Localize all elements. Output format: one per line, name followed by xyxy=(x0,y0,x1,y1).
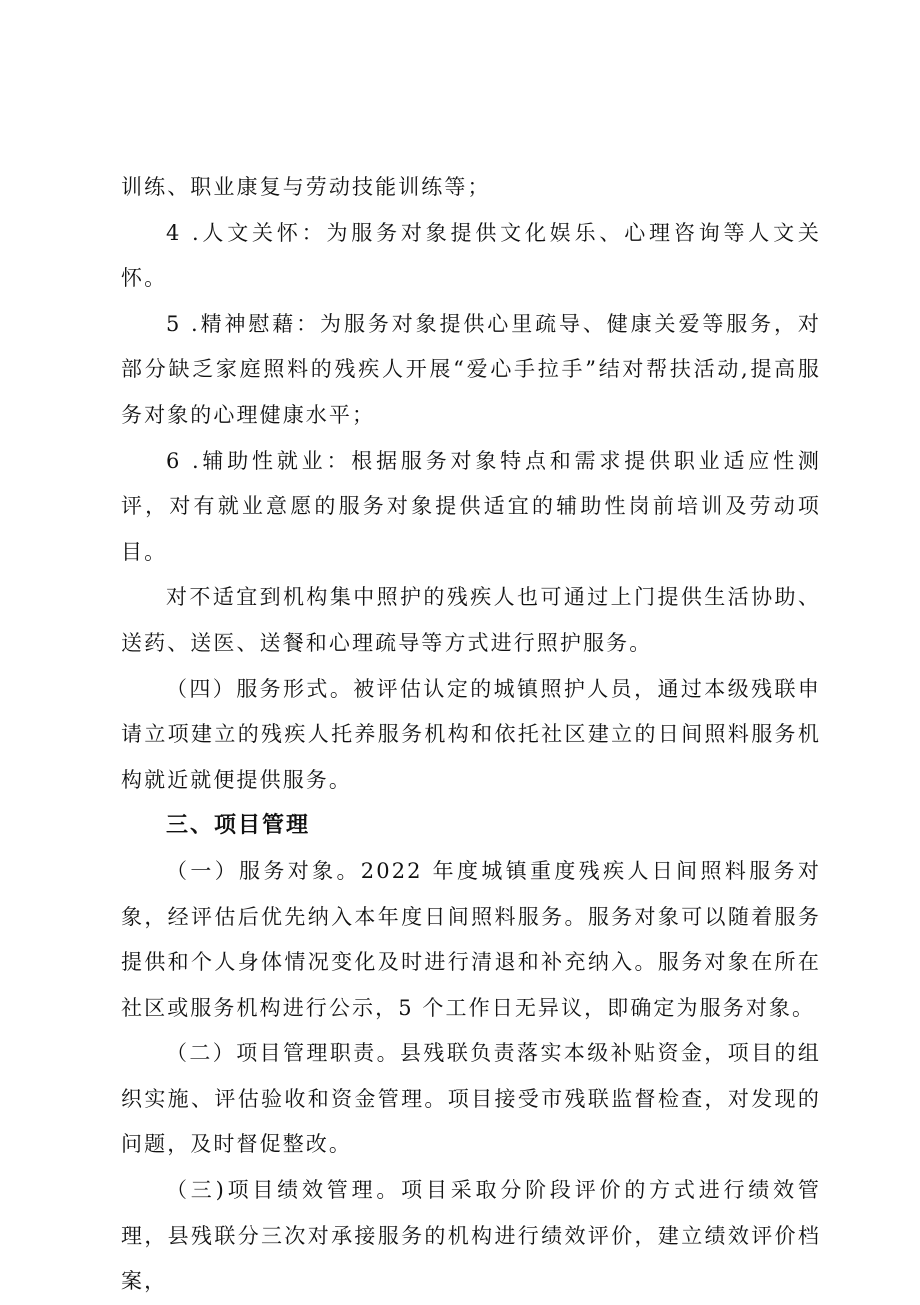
paragraph-assisted-employment: 6 .辅助性就业：根据服务对象特点和需求提供职业适应性测评，对有就业意愿的服务对象提供适宜的辅助性岗前培训及劳动项目。 xyxy=(121,448,821,564)
paragraph-management-duties: （二）项目管理职责。县残联负责落实本级补贴资金，项目的组织实施、评估验收和资金管理。项目接受市残联监督检查，对发现的问题，及时督促整改。 xyxy=(121,1041,821,1157)
document-body xyxy=(121,165,821,1305)
paragraph-humanistic-care: 4 .人文关怀：为服务对象提供文化娱乐、心理咨询等人文关怀。 xyxy=(121,220,821,291)
paragraph-spiritual-comfort: 5 .精神慰藉：为服务对象提供心里疏导、健康关爱等服务，对部分缺乏家庭照料的残疾人开展“爱心手拉手”结对帮扶活动,提高服务对象的心理健康水平； xyxy=(121,311,821,427)
paragraph-home-care: 对不适宜到机构集中照护的残疾人也可通过上门提供生活协助、送药、送医、送餐和心理疏导等方式进行照护服务。 xyxy=(121,585,821,655)
paragraph-training-continuation: 训练、职业康复与劳动技能训练等； xyxy=(121,175,491,199)
section-heading-project-management: 三、项目管理 xyxy=(166,813,311,839)
paragraph-service-targets: （一）服务对象。2022 年度城镇重度残疾人日间照料服务对象，经评估后优先纳入本年度日间照料服务。服务对象可以随着服务提供和个人身体情况变化及时进行清退和补充纳入。服务对象在所在社区或服务机构进行公示，5 个工作日无异议，即确定为服务对象。 xyxy=(121,858,821,1020)
paragraph-service-form: （四）服务形式。被评估认定的城镇照护人员，通过本级残联申请立项建立的残疾人托养服务机构和依托社区建立的日间照料服务机构就近就便提供服务。 xyxy=(121,676,821,792)
paragraph-performance-management: （三)项目绩效管理。项目采取分阶段评价的方式进行绩效管理，县残联分三次对承接服务的机构进行绩效评价，建立绩效评价档案， xyxy=(121,1178,821,1294)
